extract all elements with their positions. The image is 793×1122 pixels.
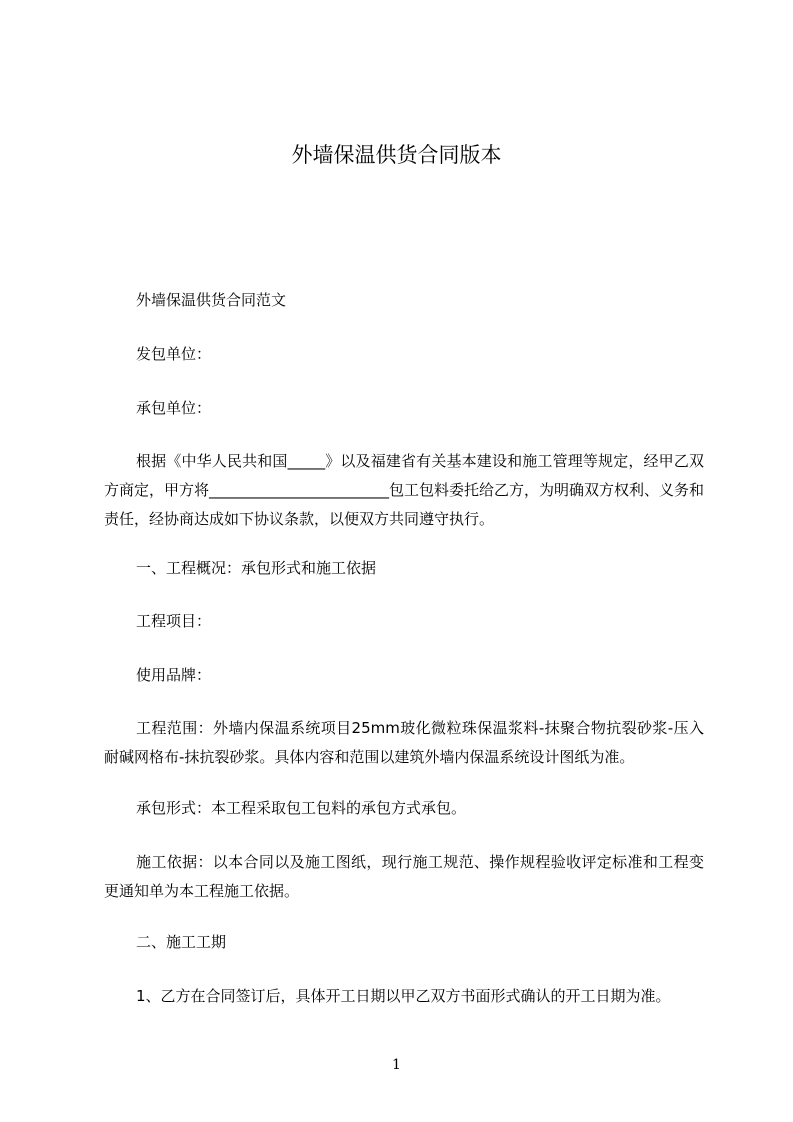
page-number: 1 (392, 1057, 401, 1073)
paragraph-contractor: 承包单位： (136, 399, 212, 417)
paragraph-contract-form: 承包形式：本工程采取包工包料的承包方式承包。 (136, 799, 467, 817)
paragraph-contract-sample: 外墙保温供货合同范文 (136, 291, 287, 309)
paragraph-start-date: 1、乙方在合同签订后，具体开工日期以甲乙双方书面形式确认的开工日期为准。 (136, 987, 671, 1005)
paragraph-project: 工程项目： (136, 612, 212, 630)
section-heading-overview: 一、工程概况：承包形式和施工依据 (136, 559, 377, 577)
document-title: 外墙保温供货合同版本 (291, 143, 502, 167)
paragraph-scope: 工程范围：外墙内保温系统项目25mm玻化微粒珠保温浆料-抹聚合物抗裂砂浆-压入耐碱网格布-抹抗裂砂浆。具体内容和范围以建筑外墙内保温系统设计图纸为准。 (104, 719, 704, 766)
paragraph-basis: 施工依据：以本合同以及施工图纸，现行施工规范、操作规程验收评定标准和工程变更通知单为本工程施工依据。 (104, 853, 704, 900)
section-heading-schedule: 二、施工工期 (136, 933, 227, 951)
paragraph-preamble: 根据《中华人民共和国_____》以及福建省有关基本建设和施工管理等规定，经甲乙双方商定，甲方将________________________包工包料委托给乙方，为明确双方权利、义务和责任，经协商达成如下协议条款，以便双方共同遵守执行。 (104, 452, 705, 528)
paragraph-employer: 发包单位： (136, 345, 212, 363)
paragraph-brand: 使用品牌： (136, 666, 212, 684)
